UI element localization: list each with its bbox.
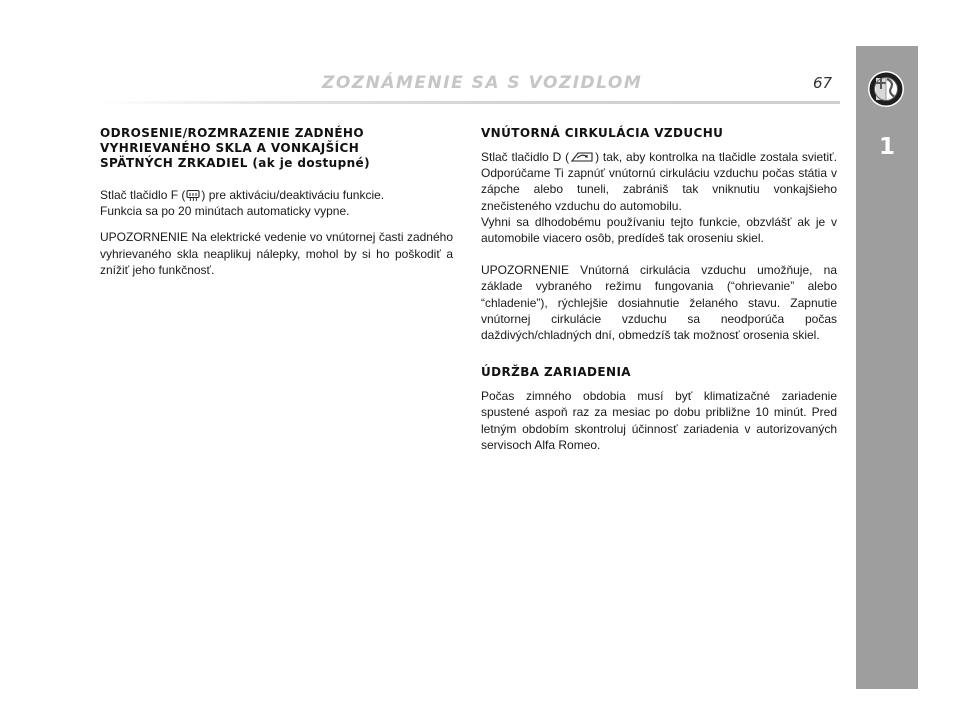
alfa-romeo-logo-icon [867, 70, 905, 108]
page-number: 67 [813, 74, 833, 92]
defrost-warning: UPOZORNENIE Na elektrické vedenie vo vnútornej časti zadného vyhrievaného skla neaplikuj nálepky, mohol by si ho poškodiť a znížiť jeho funkčnosť. [100, 230, 453, 277]
header-divider [100, 101, 840, 104]
paragraph-text: Stlač tlačidlo D ( [481, 150, 570, 164]
paragraph-text: Funkcia sa po 20 minútach automaticky vypne. [100, 204, 350, 219]
heading-line: VYHRIEVANÉHO SKLA A VONKAJŠÍCH [100, 141, 360, 155]
section-heading-defrost [100, 126, 453, 171]
air-recirculation-icon [570, 151, 594, 163]
rear-window-defrost-icon [186, 189, 200, 201]
section-heading-recirculation: VNÚTORNÁ CIRKULÁCIA VZDUCHU [481, 126, 724, 140]
right-column [481, 126, 837, 453]
recirculation-paragraph-2: Vyhni sa dlhodobému používaniu tejto funkcie, obzvlášť ak je v automobile viacero osôb, predídeš tak oroseniu skiel. [481, 214, 837, 246]
paragraph-text: Stlač tlačidlo F ( [100, 188, 186, 202]
heading-line: SPÄTNÝCH ZRKADIEL (ak je dostupné) [100, 156, 370, 170]
paragraph-text: ) pre aktiváciu/deaktiváciu funkcie. [201, 188, 385, 202]
heading-line: ODROSENIE/ROZMRAZENIE ZADNÉHO [100, 126, 364, 140]
section-heading-maintenance: ÚDRŽBA ZARIADENIA [481, 365, 631, 380]
left-column [100, 126, 453, 278]
maintenance-paragraph: Počas zimného obdobia musí byť klimatizačné zariadenie spustené aspoň raz za mesiac po dobu približne 10 minút. Pred letným obdobím skontroluj účinnosť zariadenia v autorizovaných servisoch Alfa Romeo. [481, 389, 837, 452]
recirculation-paragraph [481, 149, 837, 214]
running-header-title: ZOZNÁMENIE SA S VOZIDLOM [322, 73, 643, 93]
recirculation-warning: UPOZORNENIE Vnútorná cirkulácia vzduchu umožňuje, na základe vybraného režimu fungovania (“ohrievanie” alebo “chladenie”), rýchlejšie dosiahnutie želaného stavu. Zapnutie vnútornej cirkulácie vzduchu sa neodporúča počas daždivých/chladných dní, obmedzíš tak možnosť orosenia skiel. [481, 263, 837, 343]
paragraph-text: ) tak, aby kontrolka na tlačidle zostala svietiť. Odporúčame Ti zapnúť vnútornú cirkuláciu vzduchu počas státia v zápche alebo tuneli, zabrániš tak vniknutiu vonkajšieho znečisteného vzduchu do automobilu. [481, 150, 837, 213]
defrost-paragraph [100, 187, 453, 219]
chapter-number: 1 [878, 134, 895, 160]
